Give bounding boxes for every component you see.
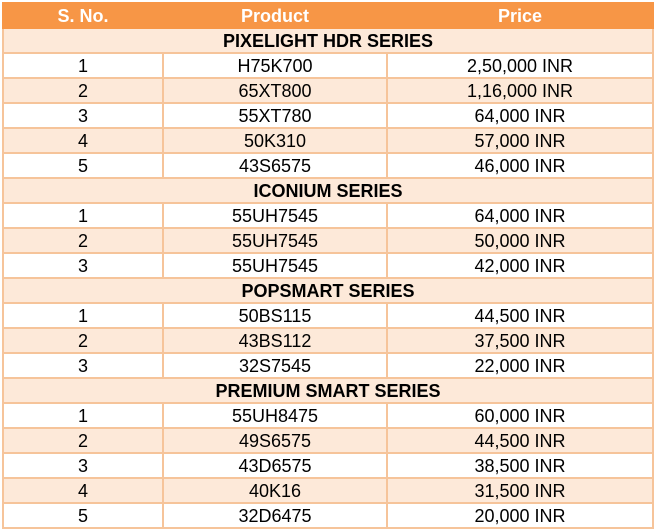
cell-product: 55UH7545 xyxy=(163,203,387,228)
cell-sno: 5 xyxy=(3,153,163,178)
cell-product: 55UH7545 xyxy=(163,228,387,253)
cell-sno: 2 xyxy=(3,428,163,453)
table-row xyxy=(3,353,653,378)
cell-product: 50K310 xyxy=(163,128,387,153)
cell-sno: 1 xyxy=(3,203,163,228)
cell-price: 31,500 INR xyxy=(387,478,653,503)
cell-price: 42,000 INR xyxy=(387,253,653,278)
table-row xyxy=(3,403,653,428)
cell-sno: 2 xyxy=(3,228,163,253)
series-heading-row xyxy=(3,178,653,203)
cell-product: 32S7545 xyxy=(163,353,387,378)
cell-product: 65XT800 xyxy=(163,78,387,103)
table-row xyxy=(3,103,653,128)
table-row xyxy=(3,478,653,503)
cell-product: 43S6575 xyxy=(163,153,387,178)
cell-price: 50,000 INR xyxy=(387,228,653,253)
cell-sno: 1 xyxy=(3,403,163,428)
cell-sno: 3 xyxy=(3,453,163,478)
cell-sno: 4 xyxy=(3,128,163,153)
cell-price: 57,000 INR xyxy=(387,128,653,153)
cell-price: 46,000 INR xyxy=(387,153,653,178)
cell-product: 43BS112 xyxy=(163,328,387,353)
cell-sno: 4 xyxy=(3,478,163,503)
cell-product: 55UH7545 xyxy=(163,253,387,278)
cell-product: 50BS115 xyxy=(163,303,387,328)
cell-product: 40K16 xyxy=(163,478,387,503)
cell-product: 55XT780 xyxy=(163,103,387,128)
table-body xyxy=(3,28,653,528)
header-row xyxy=(3,3,653,28)
cell-product: 43D6575 xyxy=(163,453,387,478)
cell-price: 60,000 INR xyxy=(387,403,653,428)
cell-sno: 3 xyxy=(3,103,163,128)
cell-price: 2,50,000 INR xyxy=(387,53,653,78)
price-table xyxy=(2,2,654,529)
table-row xyxy=(3,503,653,528)
cell-price: 22,000 INR xyxy=(387,353,653,378)
series-title: PREMIUM SMART SERIES xyxy=(3,378,653,403)
cell-price: 64,000 INR xyxy=(387,203,653,228)
series-title: POPSMART SERIES xyxy=(3,278,653,303)
cell-product: 49S6575 xyxy=(163,428,387,453)
cell-price: 20,000 INR xyxy=(387,503,653,528)
table-row xyxy=(3,253,653,278)
cell-price: 44,500 INR xyxy=(387,303,653,328)
cell-price: 44,500 INR xyxy=(387,428,653,453)
series-heading-row xyxy=(3,278,653,303)
header-product: Product xyxy=(163,3,387,28)
table-row xyxy=(3,228,653,253)
table-row xyxy=(3,328,653,353)
table-row xyxy=(3,428,653,453)
series-title: ICONIUM SERIES xyxy=(3,178,653,203)
cell-sno: 2 xyxy=(3,328,163,353)
cell-product: 32D6475 xyxy=(163,503,387,528)
series-heading-row xyxy=(3,378,653,403)
table-row xyxy=(3,128,653,153)
cell-sno: 1 xyxy=(3,53,163,78)
cell-price: 64,000 INR xyxy=(387,103,653,128)
cell-sno: 2 xyxy=(3,78,163,103)
cell-price: 1,16,000 INR xyxy=(387,78,653,103)
table-row xyxy=(3,78,653,103)
cell-sno: 5 xyxy=(3,503,163,528)
header-sno: S. No. xyxy=(3,3,163,28)
cell-sno: 1 xyxy=(3,303,163,328)
cell-price: 37,500 INR xyxy=(387,328,653,353)
cell-sno: 3 xyxy=(3,253,163,278)
cell-product: H75K700 xyxy=(163,53,387,78)
table-row xyxy=(3,453,653,478)
series-title: PIXELIGHT HDR SERIES xyxy=(3,28,653,53)
cell-price: 38,500 INR xyxy=(387,453,653,478)
table-row xyxy=(3,153,653,178)
table-row xyxy=(3,53,653,78)
header-price: Price xyxy=(387,3,653,28)
cell-product: 55UH8475 xyxy=(163,403,387,428)
table-row xyxy=(3,203,653,228)
cell-sno: 3 xyxy=(3,353,163,378)
table-row xyxy=(3,303,653,328)
series-heading-row xyxy=(3,28,653,53)
